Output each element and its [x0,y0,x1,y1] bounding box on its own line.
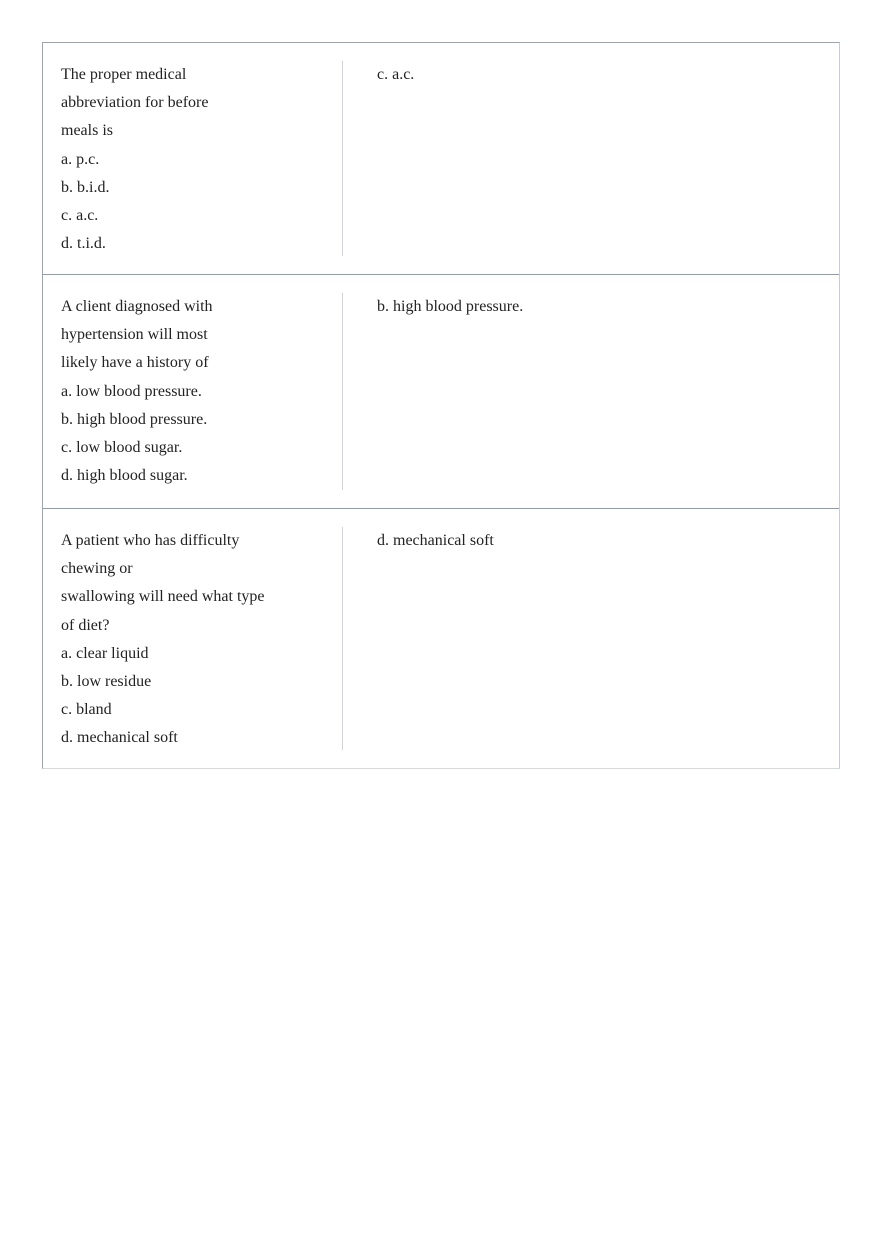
answer-option: b. low residue [61,673,152,691]
answer-text: c. a.c. [377,66,415,83]
question-line: A patient who has difficulty [61,532,240,549]
question-line: of diet? [61,616,110,634]
answer-option: d. t.i.d. [61,235,106,253]
question-line: The proper medical [61,66,187,83]
question-line: abbreviation for before [61,94,209,112]
flashcard [43,43,839,275]
flashcard-answer [343,43,839,274]
answer-text: b. high blood pressure. [377,298,524,315]
flashcard-question [43,527,343,750]
question-line: swallowing will need what type [61,588,265,606]
answer-option: c. a.c. [61,207,99,225]
flashcard [43,275,839,509]
answer-option: c. bland [61,701,112,719]
question-line: hypertension will most [61,326,208,344]
flashcard-question [43,293,343,490]
answer-option: c. low blood sugar. [61,439,183,457]
flashcard-answer [343,275,839,508]
answer-option: b. b.i.d. [61,178,110,196]
question-line: meals is [61,122,113,140]
flashcard-answer [343,509,839,768]
question-line: likely have a history of [61,354,209,372]
flashcard [43,509,839,768]
flashcard-list [42,42,840,769]
question-line: A client diagnosed with [61,298,213,315]
answer-option: a. p.c. [61,150,100,168]
answer-option: d. mechanical soft [61,729,178,747]
answer-text: d. mechanical soft [377,532,494,549]
answer-option: a. clear liquid [61,644,149,662]
answer-option: d. high blood sugar. [61,467,188,485]
answer-option: b. high blood pressure. [61,410,208,428]
question-line: chewing or [61,560,133,578]
answer-option: a. low blood pressure. [61,382,202,400]
flashcard-question [43,61,343,256]
